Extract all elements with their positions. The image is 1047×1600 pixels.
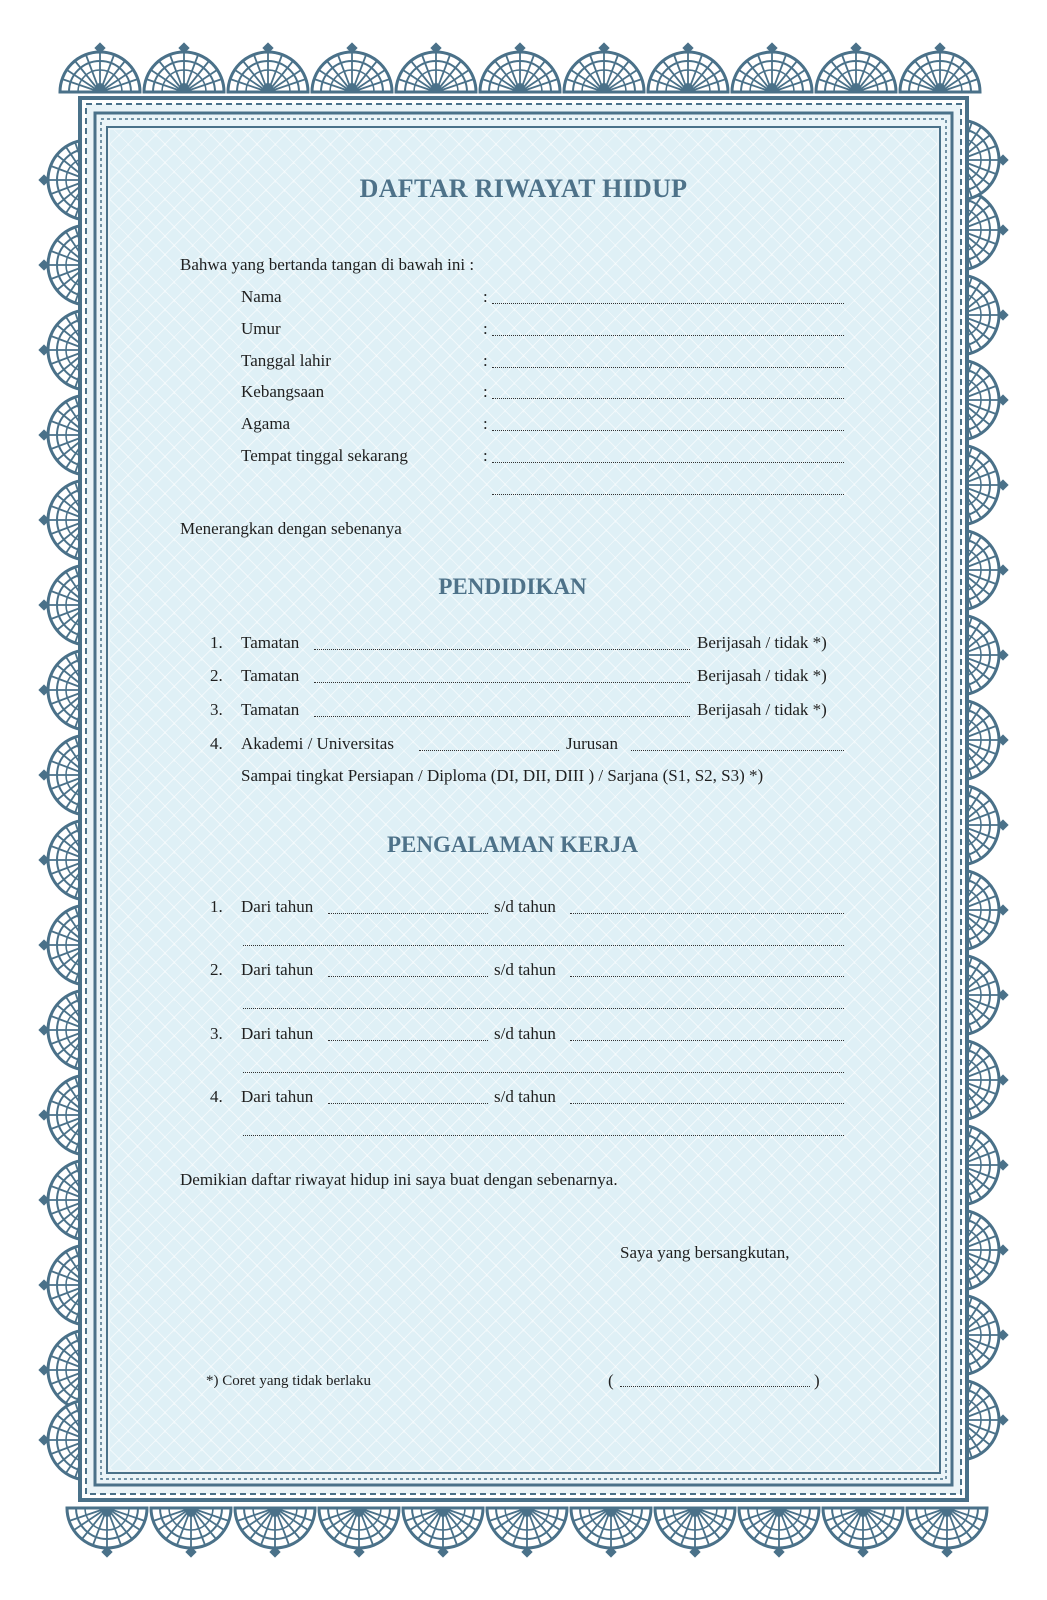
sd-tahun-label: s/d tahun: [494, 1087, 556, 1106]
pengalaman-number: 4.: [210, 1087, 223, 1106]
pendidikan-suffix: Berijasah / tidak *): [697, 700, 827, 719]
field-label-nama: Nama: [241, 287, 282, 306]
field-line-agama[interactable]: [492, 430, 844, 431]
pendidikan-line-2[interactable]: [314, 682, 690, 683]
field-label-umur: Umur: [241, 319, 281, 338]
sd-tahun-line-1[interactable]: [570, 913, 844, 914]
field-colon: :: [483, 414, 488, 433]
pendidikan-note: Sampai tingkat Persiapan / Diploma (DI, DII, DIII ) / Sarjana (S1, S2, S3) *): [241, 766, 764, 785]
field-colon: :: [483, 351, 488, 370]
form-paper: [110, 130, 937, 1470]
dari-tahun-line-4[interactable]: [328, 1103, 488, 1104]
signature-label: Saya yang bersangkutan,: [620, 1243, 790, 1262]
sd-tahun-line-4[interactable]: [570, 1103, 844, 1104]
pengalaman-desc-line-3[interactable]: [243, 1072, 844, 1073]
pendidikan-line-3[interactable]: [314, 716, 690, 717]
field-line-umur[interactable]: [492, 335, 844, 336]
closing-text: Demikian daftar riwayat hidup ini saya buat dengan sebenarnya.: [180, 1170, 618, 1189]
dari-tahun-line-1[interactable]: [328, 913, 488, 914]
jurusan-line[interactable]: [631, 750, 844, 751]
pendidikan-line-1[interactable]: [314, 649, 690, 650]
akademi-line[interactable]: [419, 750, 559, 751]
sd-tahun-label: s/d tahun: [494, 1024, 556, 1043]
sd-tahun-label: s/d tahun: [494, 960, 556, 979]
dari-tahun-line-3[interactable]: [328, 1040, 488, 1041]
sd-tahun-line-2[interactable]: [570, 976, 844, 977]
dari-tahun-label: Dari tahun: [241, 1087, 314, 1106]
field-line-tempat-tinggal[interactable]: [492, 462, 844, 463]
jurusan-label: Jurusan: [566, 734, 618, 753]
field-line-tempat-tinggal-2[interactable]: [492, 494, 844, 495]
pengalaman-number: 3.: [210, 1024, 223, 1043]
footnote: *) Coret yang tidak berlaku: [206, 1373, 371, 1389]
field-line-nama[interactable]: [492, 303, 844, 304]
pengalaman-number: 1.: [210, 897, 223, 916]
pendidikan-label: Tamatan: [241, 700, 300, 719]
dari-tahun-label: Dari tahun: [241, 897, 314, 916]
pendidikan-label: Tamatan: [241, 633, 300, 652]
pengalaman-desc-line-1[interactable]: [243, 945, 844, 946]
dari-tahun-line-2[interactable]: [328, 976, 488, 977]
pendidikan-number: 2.: [210, 666, 223, 685]
signature-name-line[interactable]: [620, 1386, 810, 1387]
pengalaman-desc-line-2[interactable]: [243, 1008, 844, 1009]
dari-tahun-label: Dari tahun: [241, 1024, 314, 1043]
pendidikan-number: 1.: [210, 633, 223, 652]
akademi-label: Akademi / Universitas: [241, 734, 394, 753]
field-label-tanggal-lahir: Tanggal lahir: [241, 351, 331, 370]
signature-paren-close: ): [814, 1371, 820, 1390]
statement-text: Menerangkan dengan sebenanya: [180, 519, 402, 538]
intro-text: Bahwa yang bertanda tangan di bawah ini :: [180, 255, 475, 274]
document-title: DAFTAR RIWAYAT HIDUP: [359, 174, 688, 203]
field-line-tanggal-lahir[interactable]: [492, 367, 844, 368]
field-line-kebangsaan[interactable]: [492, 398, 844, 399]
dari-tahun-label: Dari tahun: [241, 960, 314, 979]
pendidikan-number: 4.: [210, 734, 223, 753]
pendidikan-label: Tamatan: [241, 666, 300, 685]
pendidikan-suffix: Berijasah / tidak *): [697, 633, 827, 652]
signature-paren-open: (: [608, 1371, 614, 1390]
field-label-kebangsaan: Kebangsaan: [241, 382, 325, 401]
pengalaman-number: 2.: [210, 960, 223, 979]
field-label-tempat-tinggal: Tempat tinggal sekarang: [241, 446, 408, 465]
pendidikan-number: 3.: [210, 700, 223, 719]
pendidikan-heading: PENDIDIKAN: [438, 574, 587, 599]
field-colon: :: [483, 319, 488, 338]
sd-tahun-line-3[interactable]: [570, 1040, 844, 1041]
field-colon: :: [483, 446, 488, 465]
sd-tahun-label: s/d tahun: [494, 897, 556, 916]
field-colon: :: [483, 287, 488, 306]
field-colon: :: [483, 382, 488, 401]
pendidikan-suffix: Berijasah / tidak *): [697, 666, 827, 685]
field-label-agama: Agama: [241, 414, 291, 433]
pengalaman-heading: PENGALAMAN KERJA: [386, 832, 639, 857]
pengalaman-desc-line-4[interactable]: [243, 1135, 844, 1136]
